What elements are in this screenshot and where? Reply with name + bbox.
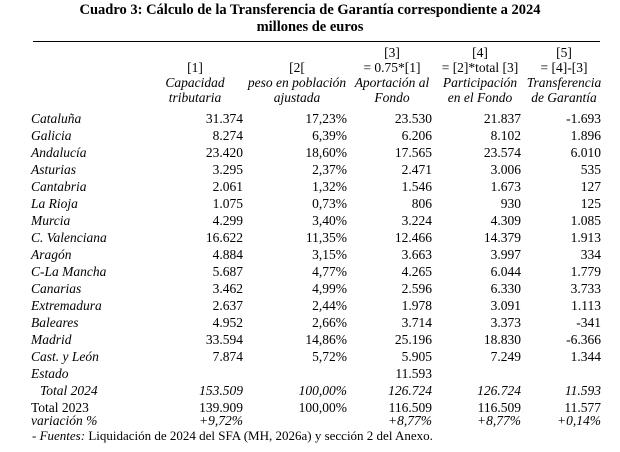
cell-aportacion: 1.546 bbox=[401, 179, 432, 194]
cell-capacidad: 4.299 bbox=[212, 213, 243, 228]
table-row bbox=[0, 280, 620, 297]
cell-peso: 4,99% bbox=[312, 281, 347, 296]
cell-participacion: 21.837 bbox=[483, 111, 521, 126]
cell-transferencia: -341 bbox=[576, 315, 601, 330]
cell-peso: 3,40% bbox=[312, 213, 347, 228]
cell-peso: 2,66% bbox=[312, 315, 347, 330]
row-label: Murcia bbox=[31, 213, 71, 228]
cell-transferencia: 1.085 bbox=[570, 213, 601, 228]
cell-participacion: 7.249 bbox=[490, 349, 521, 364]
col-5-ref: [5] bbox=[556, 45, 572, 60]
cell-transferencia: 334 bbox=[580, 247, 601, 262]
cell-aportacion: 1.978 bbox=[401, 298, 432, 313]
row-label: Baleares bbox=[31, 315, 79, 330]
cell-aportacion: 116.509 bbox=[388, 400, 432, 415]
col-3-ref: [3] bbox=[384, 45, 400, 60]
header-rule bbox=[33, 41, 600, 42]
cell-peso: 100,00% bbox=[298, 383, 347, 398]
cell-capacidad: 33.594 bbox=[205, 332, 243, 347]
row-label: Cataluña bbox=[31, 111, 82, 126]
table-row bbox=[0, 365, 620, 382]
table-row bbox=[0, 195, 620, 212]
cell-peso: 100,00% bbox=[298, 400, 347, 415]
cell-transferencia: 1.779 bbox=[570, 264, 601, 279]
cell-transferencia: 125 bbox=[580, 196, 601, 211]
cell-peso: 3,15% bbox=[312, 247, 347, 262]
row-label: Asturias bbox=[31, 162, 77, 177]
cell-participacion: 3.373 bbox=[490, 315, 521, 330]
cell-capacidad: +9,72% bbox=[199, 413, 243, 428]
cell-aportacion: 5.905 bbox=[401, 349, 432, 364]
cell-peso: 6,39% bbox=[312, 128, 347, 143]
col-4-ref: [4] bbox=[472, 45, 488, 60]
col-3-line3: Fondo bbox=[374, 90, 410, 105]
col-header-4 bbox=[433, 45, 527, 105]
row-label: Andalucía bbox=[31, 145, 87, 160]
cell-capacidad: 3.295 bbox=[212, 162, 243, 177]
cell-aportacion: 3.224 bbox=[401, 213, 432, 228]
cell-participacion: +8,77% bbox=[477, 413, 521, 428]
cell-participacion: 3.997 bbox=[490, 247, 521, 262]
cell-aportacion: 3.663 bbox=[401, 247, 432, 262]
row-label: Aragón bbox=[31, 247, 72, 262]
cell-peso: 14,86% bbox=[305, 332, 347, 347]
total-row-2024 bbox=[0, 382, 620, 399]
cell-participacion: 23.574 bbox=[483, 145, 521, 160]
source-footnote bbox=[32, 428, 433, 444]
cell-peso: 17,23% bbox=[305, 111, 347, 126]
cell-aportacion: 17.565 bbox=[394, 145, 432, 160]
cell-transferencia: +0,14% bbox=[557, 413, 601, 428]
row-label: Cast. y León bbox=[31, 349, 99, 364]
row-label: Total 2023 bbox=[31, 400, 89, 415]
col-header-5 bbox=[526, 45, 602, 105]
col-5-formula: = [4]-[3] bbox=[540, 60, 588, 75]
cell-peso: 18,60% bbox=[305, 145, 347, 160]
cell-aportacion: 126.724 bbox=[388, 383, 432, 398]
cell-capacidad: 153.509 bbox=[199, 383, 243, 398]
cell-capacidad: 23.420 bbox=[205, 145, 243, 160]
cell-capacidad: 16.622 bbox=[205, 230, 243, 245]
cell-peso: 0,73% bbox=[312, 196, 347, 211]
table-row bbox=[0, 297, 620, 314]
cell-transferencia: 11.577 bbox=[564, 400, 601, 415]
cell-participacion: 3.006 bbox=[490, 162, 521, 177]
cell-participacion: 6.330 bbox=[490, 281, 521, 296]
cell-aportacion: +8,77% bbox=[388, 413, 432, 428]
cell-aportacion: 2.596 bbox=[401, 281, 432, 296]
cell-peso: 2,37% bbox=[312, 162, 347, 177]
row-label: Galicia bbox=[31, 128, 72, 143]
cell-participacion: 8.102 bbox=[490, 128, 521, 143]
footnote-lead: - Fuentes: bbox=[32, 428, 86, 443]
cell-transferencia: 3.733 bbox=[570, 281, 601, 296]
table-row bbox=[0, 246, 620, 263]
cell-capacidad: 2.061 bbox=[212, 179, 243, 194]
table-row bbox=[0, 348, 620, 365]
col-1-line2: Capacidad bbox=[165, 75, 225, 90]
cell-aportacion: 23.530 bbox=[394, 111, 432, 126]
table-row bbox=[0, 229, 620, 246]
cell-capacidad: 8.274 bbox=[212, 128, 243, 143]
col-header-1 bbox=[155, 60, 235, 105]
cell-aportacion: 2.471 bbox=[401, 162, 432, 177]
cell-participacion: 1.673 bbox=[490, 179, 521, 194]
cell-aportacion: 12.466 bbox=[394, 230, 432, 245]
cell-participacion: 3.091 bbox=[490, 298, 521, 313]
variation-row bbox=[0, 412, 620, 429]
row-label: Canarias bbox=[31, 281, 82, 296]
table-row bbox=[0, 161, 620, 178]
cell-participacion: 6.044 bbox=[490, 264, 521, 279]
table-row bbox=[0, 178, 620, 195]
row-label: Cantabria bbox=[31, 179, 87, 194]
cell-transferencia: 1.113 bbox=[571, 298, 601, 313]
col-2-line2: peso en población bbox=[247, 75, 347, 90]
cell-capacidad: 1.075 bbox=[212, 196, 243, 211]
title-line-2: millones de euros bbox=[256, 19, 364, 35]
cell-aportacion: 6.206 bbox=[401, 128, 432, 143]
table-title bbox=[0, 2, 620, 36]
cell-participacion: 930 bbox=[500, 196, 521, 211]
cell-peso: 2,44% bbox=[312, 298, 347, 313]
row-label: Madrid bbox=[31, 332, 72, 347]
col-4-line3: en el Fondo bbox=[447, 90, 513, 105]
cell-participacion: 18.830 bbox=[483, 332, 521, 347]
table-row bbox=[0, 263, 620, 280]
cell-capacidad: 139.909 bbox=[199, 400, 243, 415]
cell-participacion: 126.724 bbox=[477, 383, 521, 398]
cell-capacidad: 4.952 bbox=[212, 315, 243, 330]
cell-capacidad: 5.687 bbox=[212, 264, 243, 279]
row-label: Estado bbox=[31, 366, 69, 381]
cell-transferencia: -1.693 bbox=[566, 111, 601, 126]
row-label: Total 2024 bbox=[40, 383, 98, 398]
col-1-ref: [1] bbox=[187, 60, 203, 75]
cell-transferencia: 1.913 bbox=[570, 230, 601, 245]
table-row bbox=[0, 212, 620, 229]
row-label: C-La Mancha bbox=[31, 264, 107, 279]
row-label: C. Valenciana bbox=[31, 230, 107, 245]
cell-peso: 11,35% bbox=[305, 230, 347, 245]
cell-transferencia: 1.344 bbox=[570, 349, 601, 364]
col-3-formula: = 0.75*[1] bbox=[363, 60, 421, 75]
cell-participacion: 116.509 bbox=[477, 400, 521, 415]
row-label: variación % bbox=[31, 413, 98, 428]
col-5-line3: de Garantía bbox=[531, 90, 597, 105]
cell-aportacion: 4.265 bbox=[401, 264, 432, 279]
cell-capacidad: 4.884 bbox=[212, 247, 243, 262]
table-row bbox=[0, 331, 620, 348]
row-label: Extremadura bbox=[31, 298, 102, 313]
cell-transferencia: 6.010 bbox=[570, 145, 601, 160]
footnote-text: Liquidación de 2024 del SFA (MH, 2026a) y sección 2 del Anexo. bbox=[85, 428, 433, 443]
cell-transferencia: 535 bbox=[580, 162, 601, 177]
table-row bbox=[0, 314, 620, 331]
col-3-line2: Aportación al bbox=[354, 75, 430, 90]
table-row bbox=[0, 144, 620, 161]
cell-peso: 5,72% bbox=[312, 349, 347, 364]
table-row bbox=[0, 127, 620, 144]
cell-aportacion: 806 bbox=[411, 196, 432, 211]
cell-transferencia: 11.593 bbox=[564, 383, 601, 398]
title-line-1: Cuadro 3: Cálculo de la Transferencia de Garantía correspondiente a 2024 bbox=[79, 2, 541, 18]
col-header-3 bbox=[348, 45, 436, 105]
col-2-line3: ajustada bbox=[273, 90, 321, 105]
cell-transferencia: 127 bbox=[580, 179, 601, 194]
cell-peso: 4,77% bbox=[312, 264, 347, 279]
cell-aportacion: 11.593 bbox=[395, 366, 432, 381]
cell-capacidad: 31.374 bbox=[205, 111, 243, 126]
cell-participacion: 4.309 bbox=[490, 213, 521, 228]
cell-capacidad: 3.462 bbox=[212, 281, 243, 296]
col-2-ref: [2[ bbox=[289, 60, 305, 75]
cell-capacidad: 2.637 bbox=[212, 298, 243, 313]
col-4-formula: = [2]*total [3] bbox=[441, 60, 519, 75]
cell-capacidad: 7.874 bbox=[212, 349, 243, 364]
col-5-line2: Transferencia bbox=[526, 75, 602, 90]
col-header-2 bbox=[242, 60, 352, 105]
cell-aportacion: 3.714 bbox=[401, 315, 432, 330]
cell-participacion: 14.379 bbox=[483, 230, 521, 245]
cell-peso: 1,32% bbox=[312, 179, 347, 194]
table-row bbox=[0, 110, 620, 127]
row-label: La Rioja bbox=[31, 196, 78, 211]
cell-transferencia: -6.366 bbox=[566, 332, 601, 347]
cell-aportacion: 25.196 bbox=[394, 332, 432, 347]
col-4-line2: Participación bbox=[442, 75, 518, 90]
cell-transferencia: 1.896 bbox=[570, 128, 601, 143]
col-1-line3: tributaria bbox=[168, 90, 222, 105]
